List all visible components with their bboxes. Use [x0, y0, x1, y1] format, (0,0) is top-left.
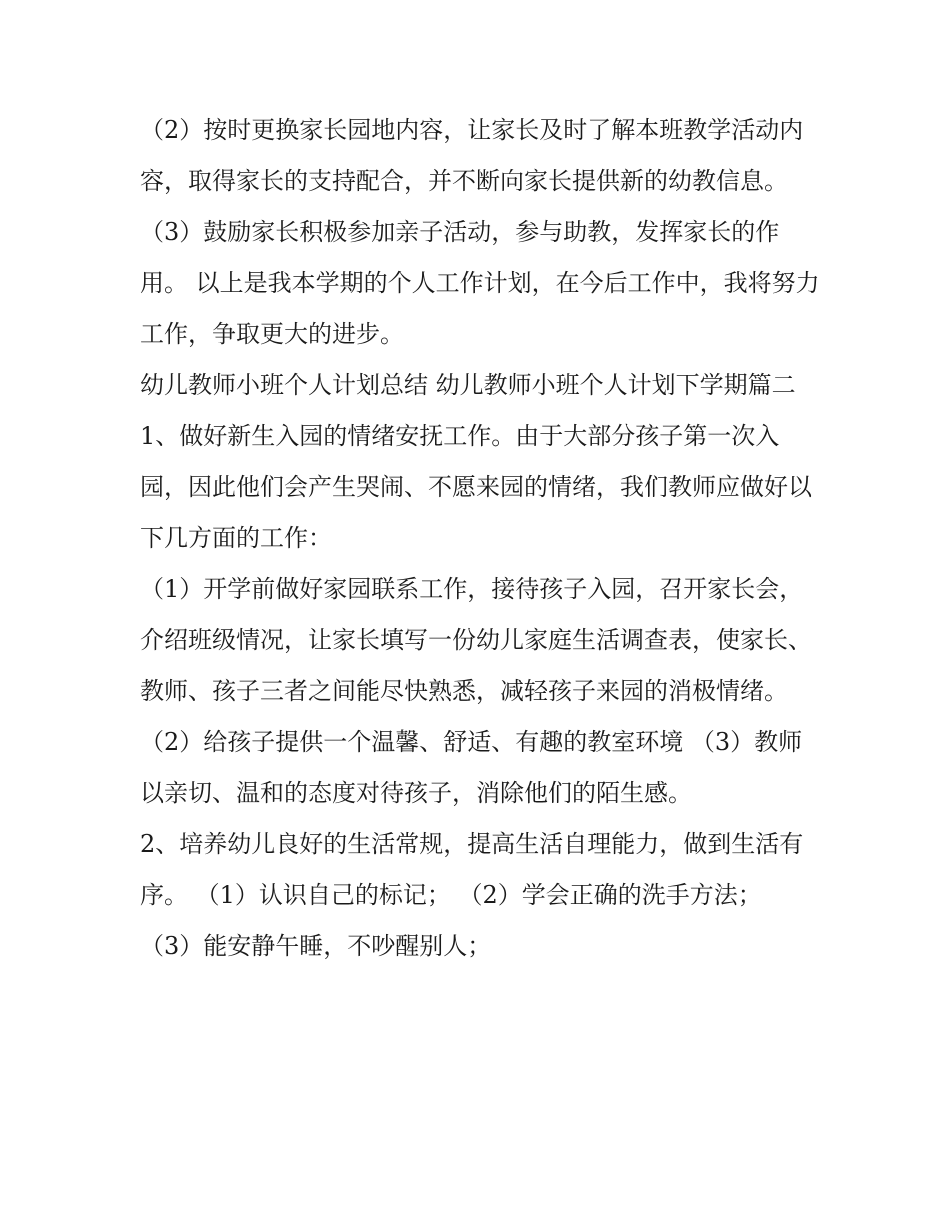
document-body — [140, 105, 820, 972]
paragraph: （2）给孩子提供一个温馨、舒适、有趣的教室环境 （3）教师以亲切、温和的态度对待孩子，消除他们的陌生感。 — [140, 728, 803, 807]
section-heading: 幼儿教师小班个人计划总结 幼儿教师小班个人计划下学期篇二 — [140, 371, 796, 399]
paragraph: （1）开学前做好家园联系工作，接待孩子入园，召开家长会，介绍班级情况，让家长填写一份幼儿家庭生活调查表，使家长、教师、孩子三者之间能尽快熟悉，减轻孩子来园的消极情绪。 — [140, 575, 812, 705]
paragraph: 2、培养幼儿良好的生活常规，提高生活自理能力，做到生活有序。 （1）认识自己的标记； （2）学会正确的洗手方法； — [140, 830, 804, 909]
paragraph: （2）按时更换家长园地内容，让家长及时了解本班教学活动内容，取得家长的支持配合，并不断向家长提供新的幼教信息。 — [140, 116, 804, 195]
paragraph: （3）能安静午睡，不吵醒别人； — [140, 932, 492, 960]
paragraph: （3）鼓励家长积极参加亲子活动，参与助教，发挥家长的作用。 以上是我本学期的个人工作计划，在今后工作中，我将努力工作，争取更大的进步。 — [140, 218, 820, 348]
paragraph: 1、做好新生入园的情绪安抚工作。由于大部分孩子第一次入园，因此他们会产生哭闹、不愿来园的情绪，我们教师应做好以下几方面的工作： — [140, 422, 812, 552]
